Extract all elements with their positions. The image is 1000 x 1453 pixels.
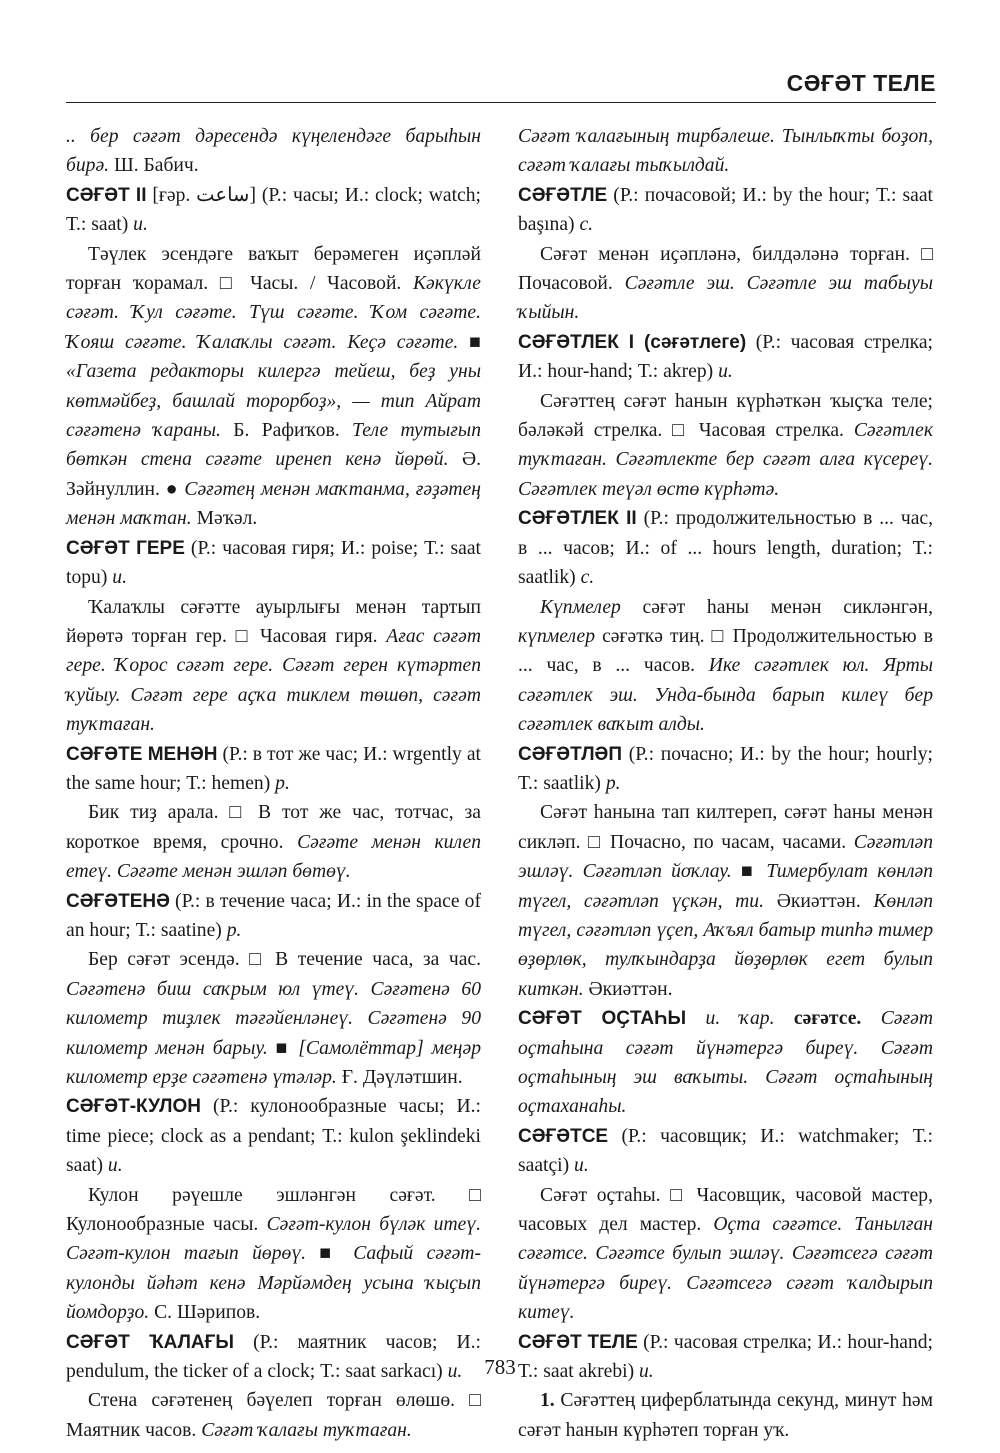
text-run: сәғәт һаны менән сикләнгән, bbox=[620, 596, 933, 618]
text-run bbox=[861, 1008, 880, 1029]
entry-paragraph bbox=[518, 1386, 933, 1445]
headword: СӘҒӘТСЕ bbox=[518, 1125, 609, 1147]
text-run: Бик тиҙ арала. □ В тот же час, тотчас, за короткое время, срочно. bbox=[66, 802, 481, 853]
headword: СӘҒӘТЛЕ bbox=[518, 184, 608, 206]
entry-paragraph bbox=[66, 1386, 481, 1445]
text-run: 1. bbox=[540, 1390, 555, 1412]
text-run: ■ bbox=[458, 331, 482, 353]
text-run: Ҡалаҡлы сәғәтте ауырлығы менән тартып йөрөтә торған гер. □ Часовая гиря. bbox=[66, 596, 481, 647]
italic-text: и. bbox=[574, 1155, 589, 1177]
text-run: сәғәтсе. bbox=[793, 1008, 862, 1030]
entry-paragraph bbox=[518, 593, 933, 740]
italic-text: Сәғәтең менән маҡтанма, ғәҙәтең менән маҡтан. bbox=[66, 478, 481, 530]
text-run: Әкиәттән. bbox=[583, 978, 673, 1000]
text-run: Сәғәттең циферблатында секунд, минут һәм сәғәт һанын күрһәтеп торған уҡ. bbox=[518, 1390, 933, 1441]
text-run: (Р.: часовая гиря; И.: poise; Т.: saat topu) bbox=[66, 537, 481, 589]
italic-text: [Самолёттар] меңәр километр ерҙе сәғәтенә үтәләр. bbox=[66, 1037, 481, 1088]
text-run: С. Шәрипов. bbox=[149, 1302, 261, 1324]
left-column bbox=[66, 122, 481, 1445]
text-run: Әкиәттән. bbox=[764, 890, 874, 912]
text-run bbox=[686, 1008, 705, 1029]
dictionary-entry bbox=[66, 534, 481, 593]
italic-text: р. bbox=[226, 919, 242, 941]
italic-text: и. bbox=[718, 361, 733, 383]
italic-text: Ике сәғәтлек юл. Ярты сәғәтлек эш. Унда-бында барып килеү бер сәғәтлек ваҡыт алды. bbox=[518, 655, 933, 736]
text-run: Стена сәғәтенең бәүелеп торған өлөшө. □ Маятник часов. bbox=[66, 1390, 481, 1441]
italic-text: Оҫта сәғәтсе. Танылған сәғәтсе. Сәғәтсе булып эшләү. Сәғәтсегә сәғәт йүнәтергә биреү. Сәғәтсегә сәғәт ҡалдырып китеү. bbox=[518, 1214, 933, 1324]
italic-text: Күпмелер bbox=[540, 596, 621, 618]
entry-paragraph bbox=[66, 798, 481, 886]
dictionary-entry bbox=[518, 504, 933, 592]
text-run: Сәғәттең сәғәт һанын күрһәткән ҡыҫҡа теле; бәләкәй стрелка. □ Часовая стрелка. bbox=[518, 390, 933, 442]
italic-text: и. bbox=[133, 214, 148, 236]
entry-paragraph bbox=[518, 1181, 933, 1328]
italic-text: и. bbox=[107, 1155, 123, 1177]
italic-text: Сәғәтенә биш саҡрым юл үтеү. Сәғәтенә 60 километр тиҙлек тәғәйенләнеү. Сәғәтенә 90 километр менән барыу. bbox=[66, 978, 481, 1059]
text-run: Мәҡәл. bbox=[191, 508, 258, 530]
text-run: Ә. Зәйнуллин. ● bbox=[66, 449, 481, 500]
text-run bbox=[774, 1008, 793, 1029]
text-run: сәғәткә тиң. □ Продолжительностью в ... час, в ... часов. bbox=[518, 625, 933, 677]
headword: СӘҒӘТ-КУЛОН bbox=[66, 1096, 202, 1118]
headword: СӘҒӘТ ТЕЛЕ bbox=[518, 1331, 638, 1353]
headword: СӘҒӘТЛЕК II bbox=[518, 508, 637, 530]
italic-text: Сәғәт ҡалағының тирбәлеше. Тынлыҡты боҙоп, сәғәт ҡалағы тыҡылдай. bbox=[518, 126, 933, 177]
text-run: ■ bbox=[731, 861, 767, 883]
text-run: [ғәр. ساعت] (Р.: часы; И.: clock; watch; Т.: saat) bbox=[66, 184, 481, 236]
text-run: Б. Рафиҡов. bbox=[220, 420, 353, 442]
italic-text: и. bbox=[447, 1361, 463, 1383]
page-number: 783 bbox=[484, 1355, 516, 1379]
italic-text: с. bbox=[579, 214, 594, 236]
headword: СӘҒӘТ ГЕРЕ bbox=[66, 537, 185, 559]
text-run: Ғ. Дәүләтшин. bbox=[336, 1067, 463, 1088]
entry-paragraph bbox=[66, 593, 481, 740]
dictionary-entry bbox=[518, 328, 933, 387]
italic-text: Сәғәтлек туҡтаған. Сәғәтлекте бер сәғәт алға күсереү. Сәғәтлек теүәл өстө күрһәтә. bbox=[518, 420, 933, 500]
italic-text: күпмелер bbox=[518, 625, 595, 647]
header-rule bbox=[66, 102, 936, 103]
text-run: Кулон рәүешле эшләнгән сәғәт. □ Кулонообразные часы. bbox=[66, 1184, 481, 1236]
dictionary-entry bbox=[66, 181, 481, 240]
headword: СӘҒӘТЛӘП bbox=[518, 743, 622, 765]
entry-paragraph bbox=[518, 798, 933, 1004]
entry-paragraph bbox=[518, 122, 933, 181]
entry-paragraph bbox=[66, 122, 481, 181]
italic-text: Сәғәтле эш. Сәғәтле эш табыуы ҡыйын. bbox=[518, 273, 933, 324]
italic-text: Сәғәт оҫтаһына сәғәт йүнәтергә биреү. Сәғәт оҫтаһының эш ваҡыты. Сәғәт оҫтаһының оҫтаханаһы. bbox=[518, 1008, 933, 1118]
headword: СӘҒӘТЕНӘ bbox=[66, 890, 170, 912]
dictionary-entry bbox=[66, 1092, 481, 1180]
dictionary-entry bbox=[66, 740, 481, 799]
text-run: (Р.: часовщик; И.: watchmaker; Т.: saatçi) bbox=[518, 1125, 933, 1177]
dictionary-entry bbox=[66, 887, 481, 946]
running-header: СӘҒӘТ ТЕЛЕ bbox=[786, 70, 936, 96]
right-column bbox=[518, 122, 933, 1445]
italic-text: и. bbox=[639, 1361, 654, 1383]
italic-text: Сәғәт-кулон бүләк итеү. Сәғәт-кулон тағып йөрөү. bbox=[66, 1214, 481, 1265]
text-run: Ш. Бабич. bbox=[109, 155, 199, 177]
italic-text: Кәкүкле сәғәт. Ҡул сәғәте. Түш сәғәте. Ҡом сәғәте. Ҡояш сәғәте. Ҡалаҡлы сәғәт. Кеҫә сәғәте. bbox=[66, 273, 481, 353]
headword: СӘҒӘТ II bbox=[66, 184, 147, 206]
dictionary-entry bbox=[518, 740, 933, 799]
text-run: (Р.: маятник часов; И.: pendulum, the ticker of a clock; Т.: saat sarkacı) bbox=[66, 1331, 481, 1383]
italic-text: Сәғәт ҡалағы туҡтаған. bbox=[201, 1419, 412, 1441]
italic-text: и. bbox=[112, 567, 127, 589]
italic-text: р. bbox=[605, 772, 621, 794]
italic-text: с. bbox=[580, 567, 595, 589]
text-run: (Р.: почасно; И.: by the hour; hourly; Т.: saatlik) bbox=[518, 743, 933, 794]
text-run: Сәғәт оҫтаһы. □ Часовщик, часовой мастер, часовых дел мастер. bbox=[518, 1184, 933, 1236]
dictionary-entry bbox=[518, 1004, 933, 1122]
italic-text: Теле тутығып бөткән стена сәғәте иренеп кенә йөрөй. bbox=[66, 420, 481, 471]
italic-text: «Газета редакторы килергә тейеш, беҙ уны көтмәйбеҙ, башлай торорбоҙ», — тип Айрат сәғәтенә ҡараны. bbox=[66, 361, 481, 442]
text-run: (Р.: часовая стрелка; И.: hour-hand; Т.: saat akrebi) bbox=[518, 1331, 933, 1383]
dictionary-entry bbox=[518, 181, 933, 240]
text-run: (Р.: в тот же час; И.: wrgently at the same hour; Т.: hemen) bbox=[66, 743, 481, 794]
text-run: ■ bbox=[306, 1243, 354, 1265]
italic-text: .. бер сәғәт дәресендә күңелендәге барыһын бирә. bbox=[66, 126, 481, 177]
entry-paragraph bbox=[518, 240, 933, 328]
entry-paragraph bbox=[66, 1181, 481, 1328]
text-run: Тәүлек эсендәге ваҡыт берәмеген иҫәплəй торған ҡорамал. □ Часы. / Часовой. bbox=[66, 243, 481, 295]
text-run: ■ bbox=[267, 1037, 299, 1059]
headword: СӘҒӘТ ҠАЛАҒЫ bbox=[66, 1331, 235, 1353]
headword: СӘҒӘТЛЕК I (сәғәтлеге) bbox=[518, 331, 747, 353]
text-run: Бер сәғәт эсендә. □ В течение часа, за час. bbox=[88, 949, 481, 971]
entry-paragraph bbox=[66, 240, 481, 534]
text-run: (Р.: кулонообразные часы; И.: time piece; clock as a pendant; Т.: kulon şeklindeki saat) bbox=[66, 1096, 481, 1177]
entry-paragraph bbox=[518, 387, 933, 505]
text-run: (Р.: продолжительностью в ... час, в ... часов; И.: of ... hours length, duration; Т.: saatlik) bbox=[518, 508, 933, 589]
italic-text: Сафый сәғәт-кулонды йәһәт кенә Мәрйәмдең усына ҡыҫып йомдорҙо. bbox=[66, 1243, 481, 1324]
italic-text: Ағас сәғәт гере. Ҡорос сәғәт гере. Сәғәт герен күтәртеп ҡуйыу. Сәғәт гере аҫҡа тиклем төшөп, сәғәт туҡтаған. bbox=[66, 625, 481, 736]
italic-text: и. ҡар. bbox=[705, 1008, 775, 1030]
text-run: (Р.: почасовой; И.: by the hour; Т.: saat başına) bbox=[518, 184, 933, 236]
text-run: Сәғәт менән иҫәпләнә, билдәләнә торған. □ Почасовой. bbox=[518, 243, 933, 295]
italic-text: Сәғәтләп эшләү. Сәғәтләп йоҡлау. bbox=[518, 831, 933, 883]
italic-text: р. bbox=[275, 772, 290, 794]
dictionary-entry bbox=[518, 1122, 933, 1181]
text-run: (Р.: в течение часа; И.: in the space of an hour; Т.: saatine) bbox=[66, 890, 481, 941]
headword: СӘҒӘТ ОҪТАҺЫ bbox=[518, 1008, 687, 1030]
text-run: (Р.: часовая стрелка; И.: hour-hand; Т.: akrep) bbox=[518, 331, 934, 383]
entry-paragraph bbox=[66, 945, 481, 1092]
headword: СӘҒӘТЕ МЕНӘН bbox=[66, 743, 218, 765]
italic-text: Сәғәте менән килеп етеү. Сәғәте менән эшләп бөтөү. bbox=[66, 831, 482, 883]
italic-text: Тимербулат көнләп түгел, сәғәтләп үҫкән, ти. bbox=[518, 861, 933, 912]
italic-text: Көнләп түгел, сәғәтләп үҫеп, Аҡъял батыр типһә тимер өҙөрлөк, тулҡындарҙа йөҙөрлөк егет булып киткән. bbox=[518, 890, 933, 1000]
text-run: Сәғәт һанына тап килтереп, сәғәт һаны менән сикләп. □ Почасно, по часам, часами. bbox=[518, 802, 933, 853]
